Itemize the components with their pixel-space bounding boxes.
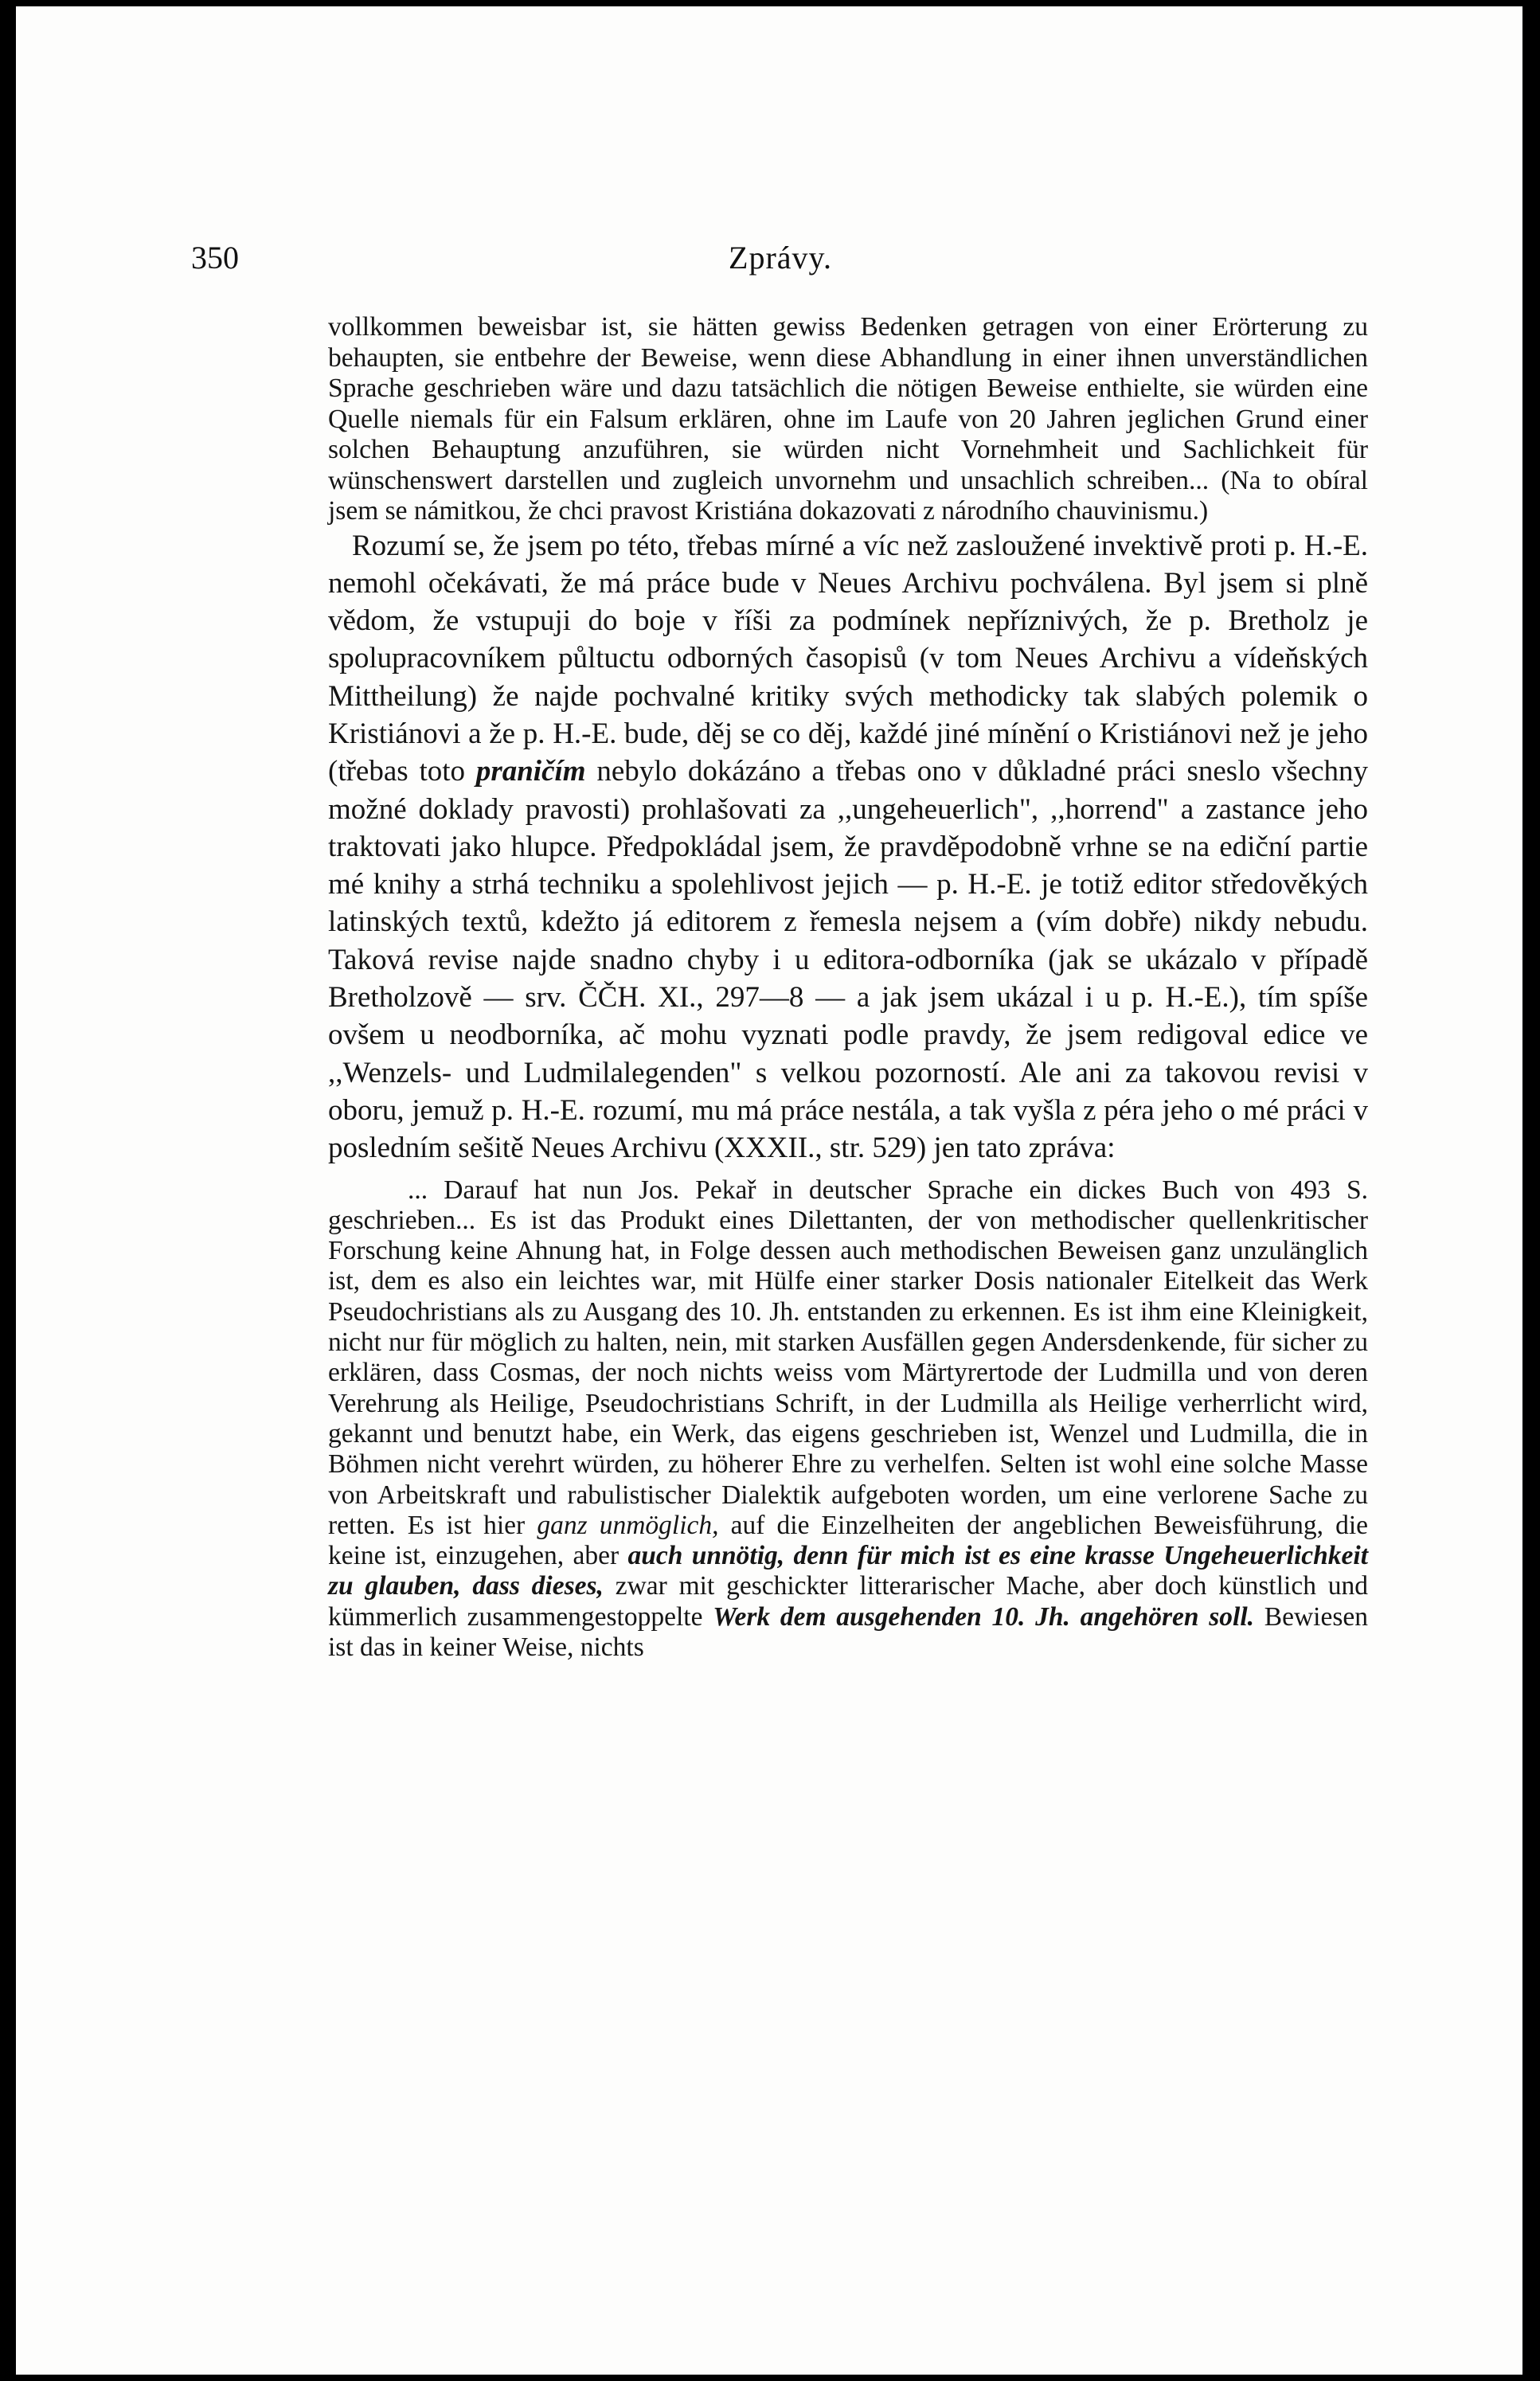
emphasis-pranicim: praničím: [475, 755, 586, 788]
article-body: [328, 312, 1368, 1663]
quoted-review-part-1: ... Darauf hat nun Jos. Pekař in deutscher Sprache ein dickes Buch von 493 S. geschrieben... Es ist das Produkt eines Dilettanten, der von methodischer quellenkritischer Forschung keine Ahnung hat, in Folge dessen auch methodischen Beweisen ganz unzulänglich ist, dem es also ein leichtes war, mit Hülfe einer starker Dosis nationaler Eitelkeit das Werk Pseudochristians als zu Ausgang des 10. Jh. entstanden zu erkennen. Es ist ihm eine Kleinigkeit, nicht nur für möglich zu halten, nein, mit starken Ausfällen gegen Andersdenkende, für sicher zu erklären, dass Cosmas, der noch nichts weiss vom Märtyrertode der Ludmilla und von deren Verehrung als Heilige, Pseudochristians Schrift, in der Ludmilla als Heilige verherrlicht wird, gekannt und benutzt habe, ein Werk, das eigens geschrieben ist, Wenzel und Ludmilla, die in Böhmen nicht verehrt würden, zu höherer Ehre zu verhelfen. Selten ist wohl eine solche Masse von Arbeitskraft und rabulistischer Dialektik aufgeboten worden, um eine verlorene Sache zu retten. Es ist hier: [328, 1175, 1368, 1540]
emphasis-ganz-unmoglich: ganz unmöglich,: [537, 1510, 719, 1540]
quoted-review-part-2: auf die Einzelheiten der angeblichen Beweisführung, die keine ist, einzugehen, aber: [328, 1510, 1368, 1571]
quoted-review-part-3: zwar mit geschickter litterarischer Mache, aber doch künstlich und kümmerlich zusammengestoppelte: [328, 1571, 1368, 1632]
running-title: Zprávy.: [729, 240, 832, 276]
paragraph-main-part-1: Rozumí se, že jsem po této, třebas mírné a víc než zasloužené invektivě proti p. H.-E. nemohl očekávati, že má práce bude v Neues Archivu pochválena. Byl jsem si plně vědom, že vstupuji do boje v říši za podmínek nepříznivých, že p. Bretholz je spolupracovníkem půltuctu odborných časopisů (v tom Neues Archivu a vídeňských Mittheilung) že najde pochvalné kritiky svých methodicky tak slabých polemik o Kristiánovi a že p. H.-E. bude, děj se co děj, každé jiné mínění o Kristiánovi než je jeho (třebas toto: [328, 529, 1368, 788]
emphasis-werk-dem-ausgehenden: Werk dem ausgehenden 10. Jh. angehören soll.: [713, 1601, 1255, 1632]
page-number: 350: [191, 240, 239, 276]
paragraph-main: [328, 527, 1368, 1167]
paragraph-main-part-2: nebylo dokázáno a třebas ono v důkladné práci sneslo všechny možné doklady pravosti) prohlašovati za ,,ungeheuerlich", ,,horrend" a zastance jeho traktovati jako hlupce. Předpokládal jsem, že pravděpodobně vrhne se na ediční partie mé knihy a strhá techniku a spolehlivost jejich — p. H.-E. je totiž editor středověkých latinských textů, kdežto já editorem z řemesla nejsem a (vím dobře) nikdy nebudu. Taková revise najde snadno chyby i u editora-odborníka (jak se ukázalo v případě Bretholzově — srv. ČČH. XI., 297—8 — a jak jsem ukázal i u p. H.-E.), tím spíše ovšem u neodborníka, ač mohu vyznati podle pravdy, že jsem redigoval edice ve ,,Wenzels- und Ludmilalegenden" s velkou pozorností. Ale ani za takovou revisi v oboru, jemuž p. H.-E. rozumí, mu má práce nestála, a tak vyšla z péra jeho o mé práci v posledním sešitě Neues Archivu (XXXII., str. 529) jen tato zpráva:: [328, 755, 1368, 1165]
page-header: [191, 239, 1370, 287]
quoted-review-part-4: Bewiesen ist das in keiner Weise, nichts: [328, 1601, 1369, 1662]
paragraph-continued-quote: vollkommen beweisbar ist, sie hätten gewiss Bedenken getragen von einer Erörterung zu behaupten, sie entbehre der Beweise, wenn diese Abhandlung in einer ihnen unverständlichen Sprache geschrieben wäre und dazu tatsächlich die nötigen Beweise enthielte, sie würden eine Quelle niemals für ein Falsum erklären, ohne im Laufe von 20 Jahren jeglichen Grund einer solchen Behauptung anzuführen, sie würden nicht Vornehmheit und Sachlichkeit für wünschenswert darstellen und zugleich unvornehm und unsachlich schreiben... (Na to obíral jsem se námitkou, že chci pravost Kristiána dokazovati z národního chauvinismu.): [328, 312, 1368, 526]
emphasis-auch-unnotig: auch unnötig, denn für mich ist es eine krasse Ungeheuerlichkeit zu glauben, dass dieses,: [328, 1541, 1369, 1601]
quoted-review: [328, 1175, 1368, 1664]
